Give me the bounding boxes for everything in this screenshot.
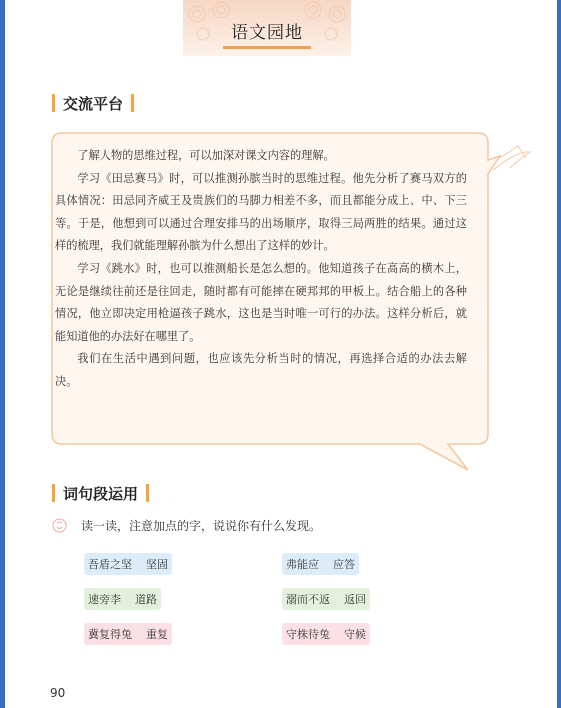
- word-right: 道路: [135, 593, 157, 606]
- bubble-paragraph: 学习《跳水》时，也可以推测船长是怎么想的。他知道孩子在高高的横木上，无论是继续往前还是往回走，随时都有可能摔在硬邦邦的甲板上。结合船上的各种情况，他立即决定用枪逼孩子跳水，这也是当时唯一可行的办法。这样分析后，就能知道他的办法好在哪里了。: [55, 261, 467, 343]
- word-left: 溺而不返: [286, 593, 330, 606]
- exercise-number-icon: [52, 518, 67, 533]
- page-frame-left: [0, 0, 5, 708]
- section-words-heading: [52, 481, 149, 505]
- word-left: 守株待兔: [286, 628, 330, 641]
- bubble-text: [55, 145, 467, 394]
- bubble-paragraph: 学习《田忌赛马》时，可以推测孙膑当时的思维过程。他先分析了赛马双方的具体情况：田忌同齐威王及贵族们的马脚力相差不多，而且都能分成上、中、下三等。于是，他想到可以通过合理安排马的出场顺序，取得三局两胜的结果。通过这样的梳理，我们就能理解孙膑为什么想出了这样的妙计。: [55, 171, 467, 253]
- word-pair-box: [84, 588, 161, 610]
- word-pair-box: [84, 623, 172, 645]
- heading-bar-left: [52, 94, 55, 112]
- bubble-paragraph: 我们在生活中遇到问题，也应该先分析当时的情况，再选择合适的办法去解决。: [55, 352, 467, 388]
- section-exchange-title: 交流平台: [63, 94, 124, 113]
- word-right: 坚固: [146, 558, 168, 571]
- word-left: 速旁李: [88, 593, 121, 606]
- heading-bar-right: [131, 94, 134, 112]
- section-words-title: 词句段运用: [63, 484, 139, 503]
- word-pair-box: [282, 623, 370, 645]
- banner-underline: [223, 46, 311, 49]
- word-left: 吾盾之坚: [88, 558, 132, 571]
- word-right: 应答: [333, 558, 355, 571]
- unit-banner: [183, 0, 351, 56]
- banner-title: 语文园地: [231, 23, 303, 43]
- bubble-paragraph: 了解人物的思维过程，可以加深对课文内容的理解。: [77, 149, 335, 162]
- word-left: 弗能应: [286, 558, 319, 571]
- page-frame-right: [557, 0, 561, 708]
- word-right: 重复: [146, 628, 168, 641]
- word-pair-box: [282, 553, 359, 575]
- word-pair-box: [84, 553, 172, 575]
- word-pair-box: [282, 588, 370, 610]
- word-right: 返回: [344, 593, 366, 606]
- heading-bar-right: [146, 484, 149, 502]
- section-exchange-heading: [52, 91, 134, 115]
- heading-bar-left: [52, 484, 55, 502]
- word-right: 守候: [344, 628, 366, 641]
- instruction: [52, 517, 321, 534]
- page-number: 90: [50, 686, 66, 700]
- word-left: 冀复得兔: [88, 628, 132, 641]
- instruction-text: 读一读，注意加点的字，说说你有什么发现。: [81, 519, 322, 533]
